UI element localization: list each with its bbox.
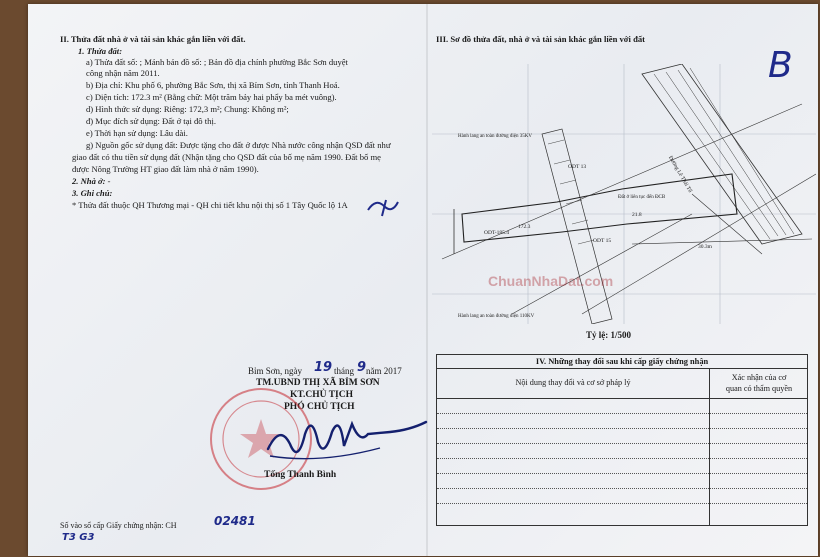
table-row <box>437 413 807 415</box>
table-row <box>437 443 807 445</box>
map-label-main-road: Đường Lê Thái Tổ <box>667 155 693 194</box>
item-e: đ) Mục đích sử dụng: Đất ở tại đô thị. <box>86 116 216 126</box>
table-row <box>437 458 807 460</box>
date-place: Bỉm Sơn, ngày <box>248 366 303 376</box>
date-month: 9 <box>357 360 367 375</box>
issuing-org: TM.UBND THỊ XÃ BỈM SƠN <box>256 378 380 388</box>
date-year: năm 2017 <box>366 366 402 376</box>
item-g-line2: giao đất có thu tiền sử dụng đất (Nhận tặng cho QSD đất của bố mẹ năm 1990. Đất bố mẹ <box>72 152 381 162</box>
changes-col-content: Nội dung thay đổi và cơ sở pháp lý <box>515 378 631 387</box>
changes-table <box>436 354 808 526</box>
table-row <box>437 473 807 475</box>
section-iii-title: III. Sơ đồ thửa đất, nhà ở và tài sản khác gắn liền với đất <box>436 34 646 44</box>
map-label-lot-c: ODT 15 <box>593 238 612 244</box>
item-f: e) Thời hạn sử dụng: Lâu dài. <box>86 128 188 138</box>
subheading-notes: 3. Ghi chú: <box>72 188 113 198</box>
map-label-dim3: 172.3 <box>518 224 531 230</box>
certificate-sheet <box>28 4 818 556</box>
table-col-divider <box>709 369 710 525</box>
role-line1: KT.CHỦ TỊCH <box>290 390 353 400</box>
corner-mark: B <box>768 45 793 86</box>
margin-note: T3 G3 <box>62 532 95 543</box>
changes-col-confirm-line1: Xác nhận của cơ <box>731 373 787 382</box>
item-d: d) Hình thức sử dụng: Riêng: 172,3 m²; Chung: Không m²; <box>86 104 289 114</box>
item-g-line3: được Nông Trường HT giao đất làm nhà ở năm 1990). <box>72 164 259 174</box>
map-label-road-bottom: Hành lang an toàn đường điện 110KV <box>458 314 535 319</box>
section-ii-title: II. Thửa đất nhà ở và tài sản khác gắn liền với đất. <box>60 34 246 44</box>
map-label-lot-b: ODT-185.4 <box>484 230 510 236</box>
item-a-line1: a) Thửa đất số: ; Mảnh bản đồ số: ; Bản đồ địa chính phường Bắc Sơn duyệt <box>86 57 348 67</box>
role-line2: PHÓ CHỦ TỊCH <box>284 402 355 412</box>
map-label-dim2: 21.8 <box>632 212 642 218</box>
note-text: * Thửa đất thuộc QH Thương mại - QH chi tiết khu nội thị số 1 Tây Quốc lộ 1A <box>72 200 348 210</box>
table-row <box>437 503 807 505</box>
table-row <box>437 428 807 430</box>
cert-number-label: Số vào sổ cấp Giấy chứng nhận: CH <box>60 521 177 530</box>
changes-col-confirm-line2: quan có thẩm quyền <box>725 384 793 393</box>
item-c: c) Diện tích: 172.3 m² (Bằng chữ: Một trăm bảy hai phẩy ba mét vuông). <box>86 92 337 102</box>
signature-icon <box>260 404 430 474</box>
changes-table-title: IV. Những thay đổi sau khi cấp giấy chứng nhận <box>437 355 807 369</box>
table-row <box>437 488 807 490</box>
signer-name: Tống Thanh Bình <box>264 470 337 480</box>
table-header-rule <box>437 398 807 399</box>
item-b: b) Địa chỉ: Khu phố 6, phường Bắc Sơn, thị xã Bỉm Sơn, tỉnh Thanh Hoá. <box>86 80 340 90</box>
map-scale: Tỷ lệ: 1/500 <box>586 330 631 340</box>
date-month-label: tháng <box>334 366 354 376</box>
map-label-lot-a: ODT 13 <box>568 164 587 170</box>
cert-number: 02481 <box>214 514 256 528</box>
map-label-boundary: Đất ở liên tục đến ĐCB <box>618 195 666 200</box>
subheading-house: 2. Nhà ở: - <box>72 176 111 186</box>
date-day: 19 <box>314 360 333 375</box>
item-a-line2: công nhận năm 2011. <box>86 68 160 78</box>
map-label-dim1: 30.3m <box>698 244 712 250</box>
watermark: ChuanNhaDat.com <box>488 273 614 289</box>
subheading-land: 1. Thửa đất: <box>78 46 123 56</box>
handwritten-mark-icon <box>366 196 400 218</box>
map-label-road-top: Hành lang an toàn đường điện 35KV <box>458 134 532 139</box>
item-g-line1: g) Nguồn gốc sử dụng đất: Được tặng cho đất ở được Nhà nước công nhận QSD đất như <box>86 140 391 150</box>
